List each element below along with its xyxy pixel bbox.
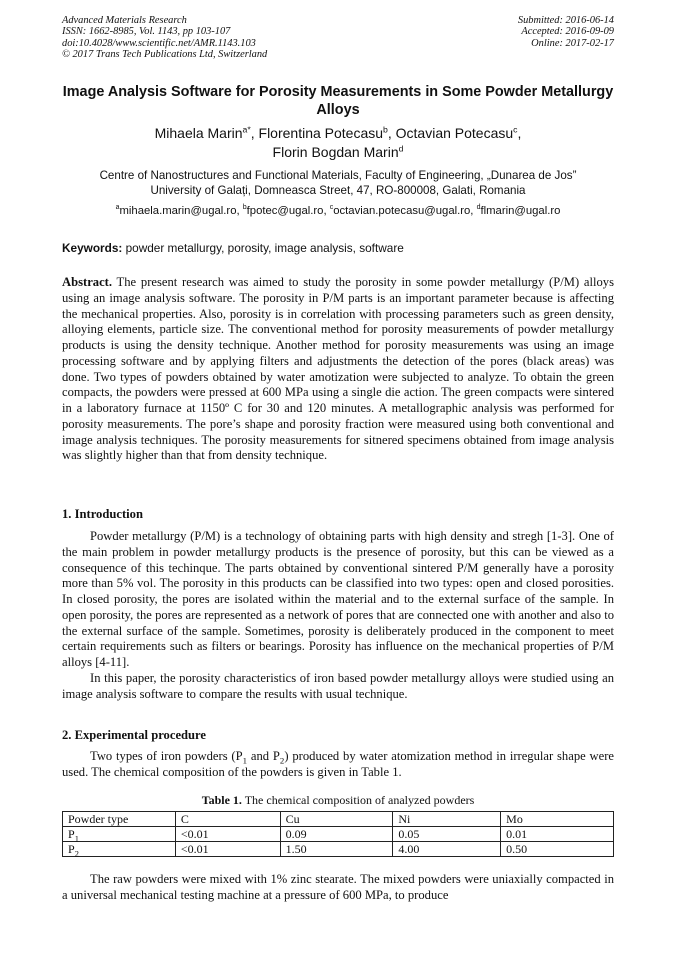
table-cell: 4.00 [393, 842, 501, 857]
journal-info [62, 15, 267, 60]
composition-table [62, 811, 614, 857]
issn-line: ISSN: 1662-8985, Vol. 1143, pp 103-107 [62, 26, 231, 38]
keywords-label: Keywords: [62, 241, 123, 255]
powder-label: P [68, 842, 75, 856]
text-run: and P [247, 749, 280, 763]
table-cell: 1.50 [280, 842, 393, 857]
subscript: 2 [279, 755, 285, 766]
table-caption-label: Table 1. [201, 793, 242, 807]
email-address: octavian.potecasu@ugal.ro, [333, 205, 477, 217]
subscript: 1 [242, 755, 248, 766]
author-mark: a* [242, 124, 251, 135]
introduction-body [62, 529, 614, 702]
affiliation-line: Centre of Nanostructures and Functional Materials, Faculty of Engineering, „Dunarea de Jos” [99, 169, 577, 182]
author-list [62, 124, 614, 162]
paragraph: Powder metallurgy (P/M) is a technology of obtaining parts with high density and stregh [1-3]. One of the main problem in powder metallurgy products is the presence of porosity, but this can be viewed as a consequence of this techinque. The parts obtained by conventional sintered P/M generally have a porosity more than 5% vol. The porosity in this products can be classified into two types: open and closed porosities. In closed porosity, the pores are isolated within the material and to the external surface of the sample. In open porosity, the pores are represented as a network of pores that are connected one with another and also to the external surface of the sample. Sometimes, porosity is deliberately produced in the component to meet certain requirements such as filters or bearings. Porosity has influence on the mechanical properties of P/M alloys [4-11]. [62, 529, 614, 669]
author-name: Florentina Potecasu [258, 125, 384, 141]
abstract-text: The present research was aimed to study the porosity in some powder metallurgy (P/M) alloys using an image analysis software. The porosity in P/M parts is an important parameter because is affecting the mechanical properties. Also, porosity is in correlation with processing parameters such as green density, alloying elements, particle size. The conventional method for porosity measurements of powder metallurgy products is using the density technique. Another method for porosity measurements was using an image processing software and by applying filters and adjustments the detection of the pores (black areas) was done. Two types of powders obtained by water amotization were subjected to analyze. To obtain the green compacts, the powders were pressed at 600 MPa using a single die action. The green compacts were sintered in a laboratory furnace at 1150º C for 30 and 120 minutes. A metallographic analysis was performed for porosity measurements. The pore’s shape and porosity fraction were measured using both conventional and image analysis techniques. The porosity measurements for sitnered specimens obtained from image analysis was slightly higher than that from density technique. [62, 275, 614, 463]
powder-label: P [68, 827, 75, 841]
email-mark: c [329, 204, 334, 212]
table-header-cell: Cu [280, 812, 393, 827]
section-heading-introduction: 1. Introduction [62, 507, 143, 521]
email-address: flmarin@ugal.ro [480, 205, 561, 217]
author-name: Octavian Potecasu [395, 125, 514, 141]
journal-name: Advanced Materials Research [62, 15, 187, 26]
table-cell [63, 842, 176, 857]
table-caption [62, 793, 614, 808]
email-mark: d [476, 204, 481, 212]
online-date: Online: 2017-02-17 [531, 37, 614, 49]
text-run: ) produced by water atomization method in irregular shape were used. The chemical composition of the powders is given in Table 1. [62, 749, 615, 779]
email-list [62, 204, 614, 218]
paragraph: In this paper, the porosity characteristics of iron based powder metallurgy alloys were studied using an image analysis software to compare the results with usual technique. [62, 670, 614, 701]
table-row [63, 842, 614, 857]
paragraph [62, 749, 614, 781]
table-cell: 0.05 [393, 827, 501, 842]
email-address: mihaela.marin@ugal.ro, [119, 205, 243, 217]
table-cell [63, 827, 176, 842]
author-separator: , [250, 125, 259, 141]
table-header-cell: Ni [393, 812, 501, 827]
table-row [63, 827, 614, 842]
experimental-body [62, 749, 614, 781]
table-caption-text: The chemical composition of analyzed powders [241, 793, 475, 807]
email-address: fpotec@ugal.ro, [246, 205, 330, 217]
table-cell: <0.01 [175, 827, 280, 842]
table-header-cell: Powder type [63, 812, 176, 827]
keywords [62, 241, 404, 255]
table-cell: 0.09 [280, 827, 393, 842]
text-run: Two types of iron powders (P [90, 749, 243, 763]
email-mark: b [242, 204, 247, 212]
author-separator: , [517, 125, 522, 141]
author-name: Mihaela Marin [154, 125, 243, 141]
submitted-date: Submitted: 2016-06-14 [517, 15, 614, 26]
dates-info [518, 15, 614, 49]
paragraph: The raw powders were mixed with 1% zinc stearate. The mixed powders were uniaxially compacted in a universal mechanical testing machine at a pressure of 600 MPa, to produce [62, 872, 614, 902]
email-mark: a [115, 204, 120, 212]
affiliation-line: University of Galați, Domneasca Street, 47, RO-800008, Galati, Romania [150, 183, 526, 197]
author-name: Florin Bogdan Marin [272, 144, 399, 160]
table-header-cell: Mo [501, 812, 614, 827]
methods-body [62, 872, 614, 904]
abstract-label: Abstract. [62, 275, 113, 289]
keywords-text: powder metallurgy, porosity, image analysis, software [122, 241, 404, 255]
copyright-line: © 2017 Trans Tech Publications Ltd, Switzerland [62, 48, 268, 60]
paper-title: Image Analysis Software for Porosity Measurements in Some Powder Metallurgy Alloys [62, 84, 614, 118]
affiliation [62, 169, 614, 198]
section-heading-experimental: 2. Experimental procedure [62, 728, 206, 742]
doi-line: doi:10.4028/www.scientific.net/AMR.1143.103 [62, 37, 256, 49]
author-mark: b [383, 124, 388, 135]
table-header-cell: C [175, 812, 280, 827]
table-cell: 0.01 [501, 827, 614, 842]
table-cell: <0.01 [175, 842, 280, 857]
author-mark: d [398, 143, 404, 154]
abstract [62, 275, 614, 464]
subscript: 2 [74, 849, 79, 859]
author-mark: c [513, 124, 518, 135]
author-separator: , [387, 125, 396, 141]
table-cell: 0.50 [501, 842, 614, 857]
accepted-date: Accepted: 2016-09-09 [521, 26, 614, 38]
table-header-row [63, 812, 614, 827]
subscript: 1 [74, 834, 79, 844]
